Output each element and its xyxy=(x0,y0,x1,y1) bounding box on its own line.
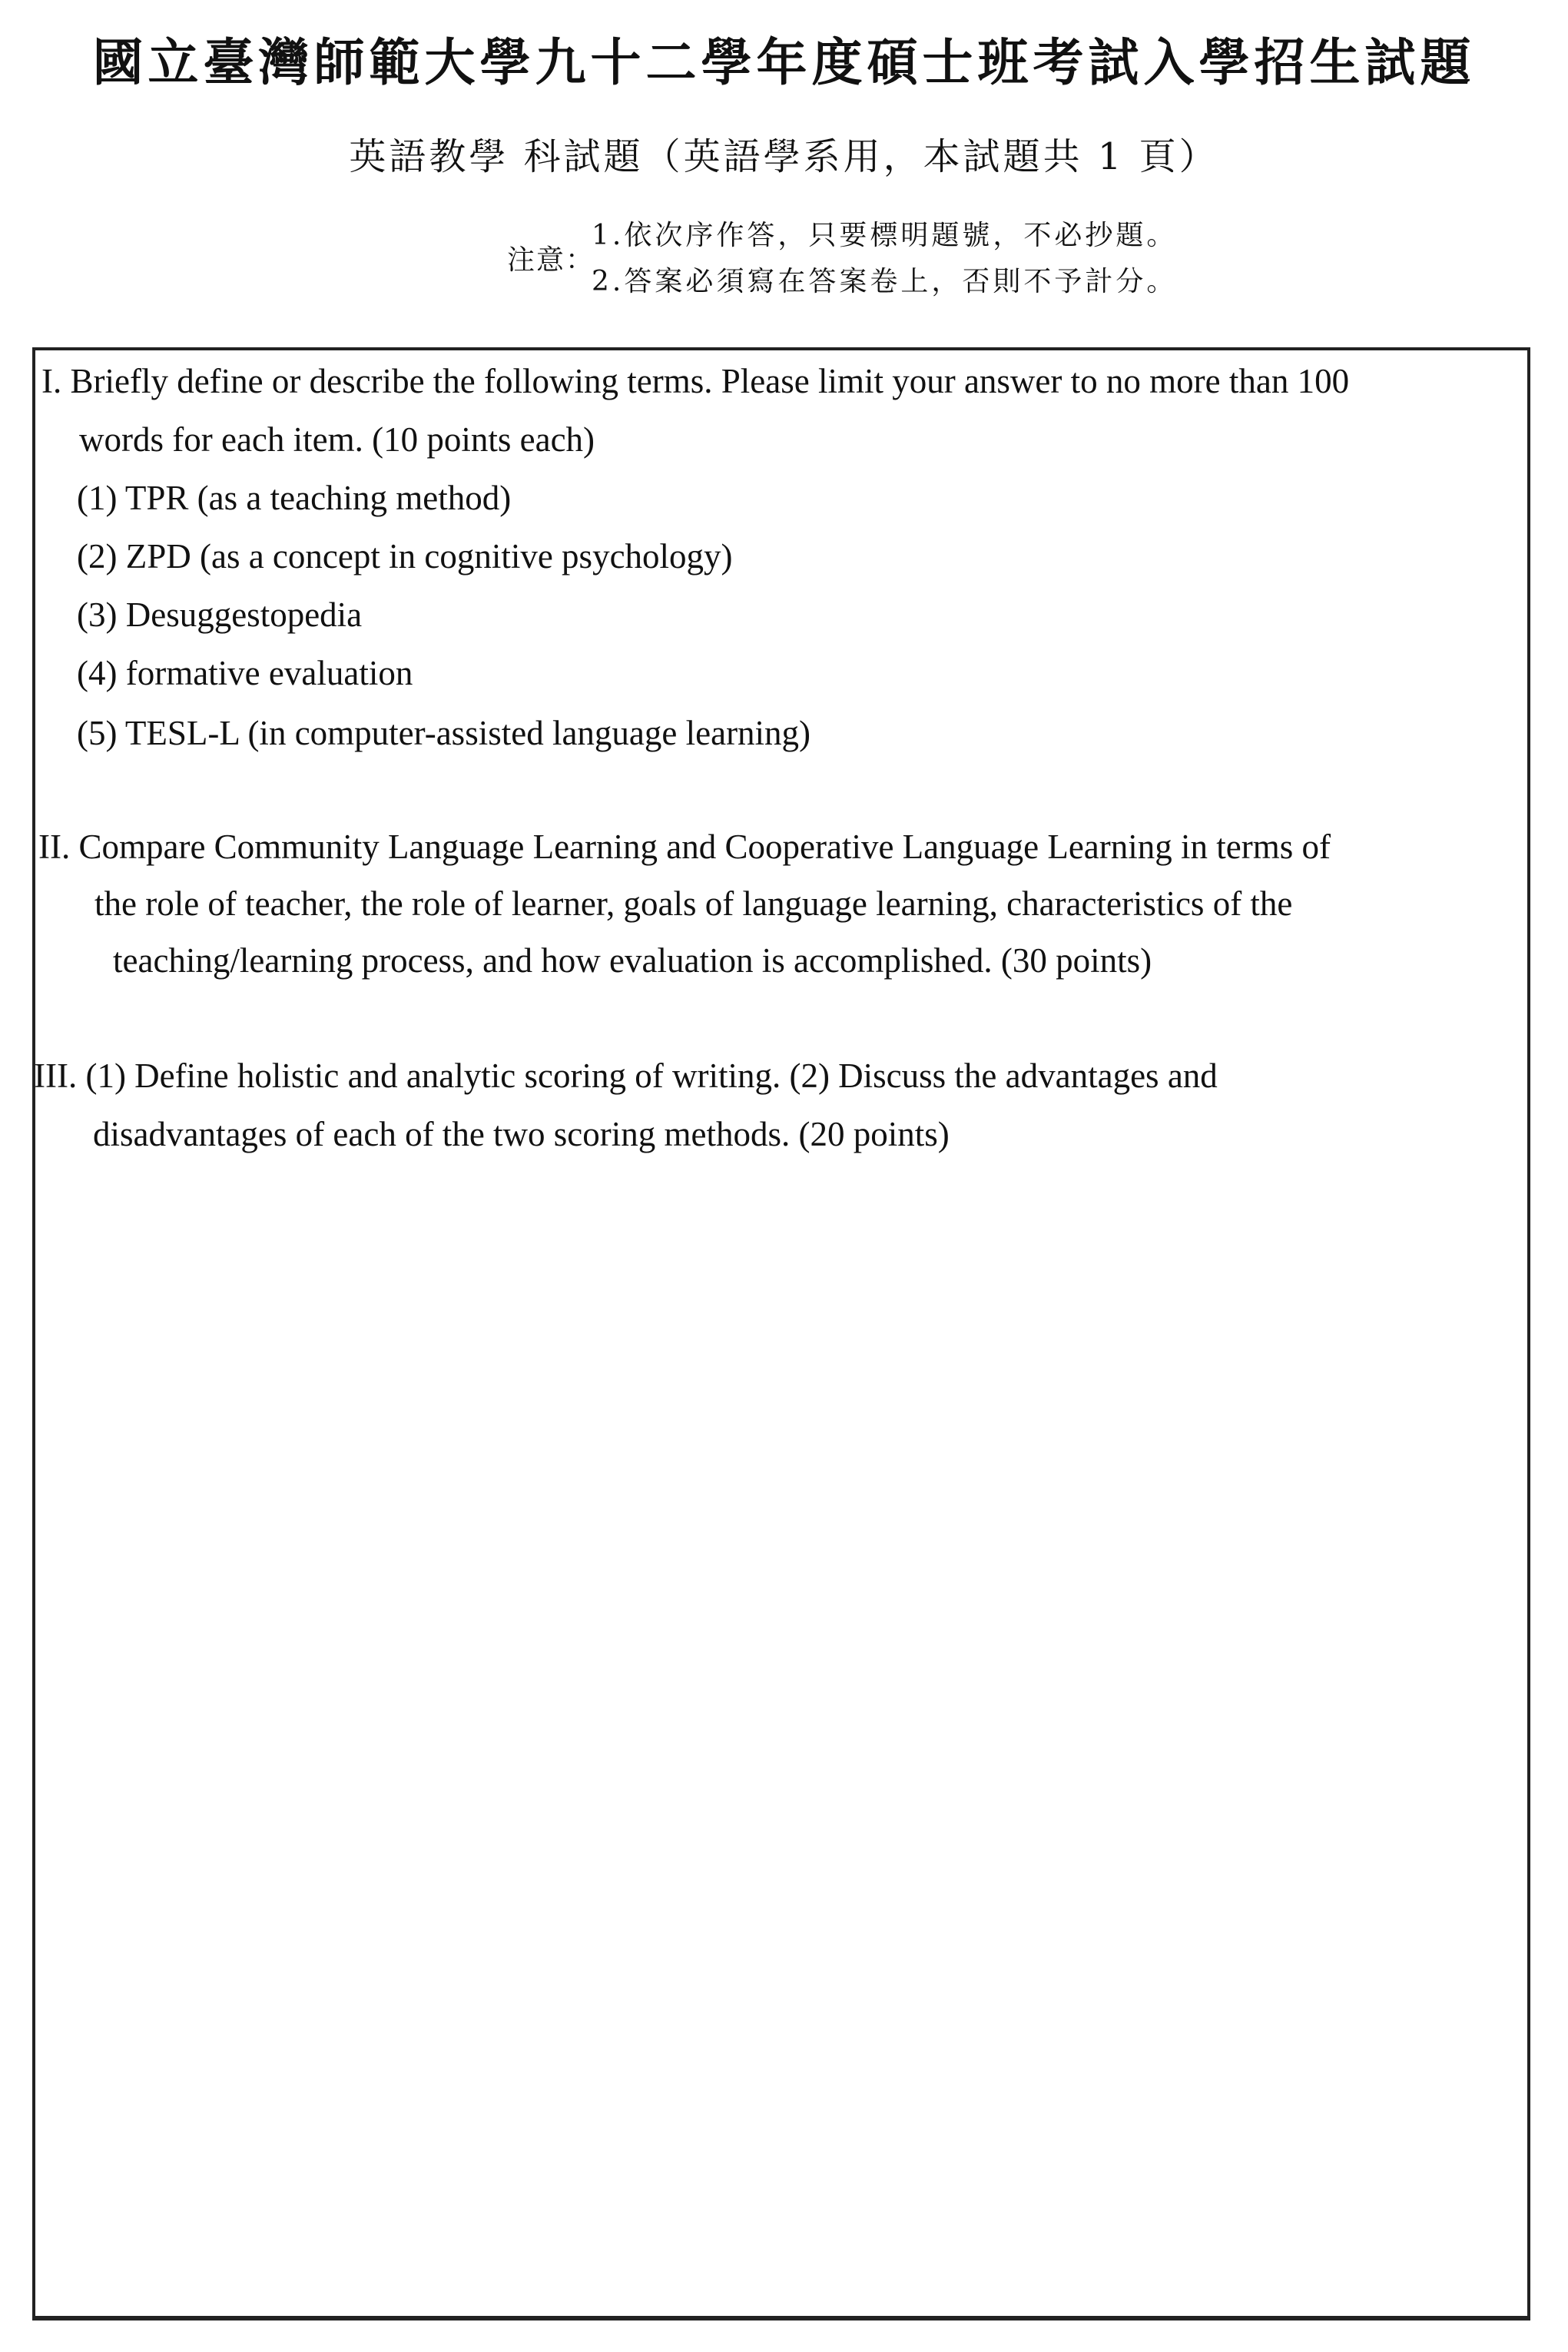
question-1-item-5: (5) TESL-L (in computer-assisted language learning) xyxy=(77,714,811,752)
question-2-line-1: II. Compare Community Language Learning and Cooperative Language Learning in terms of xyxy=(38,828,1331,866)
question-1-item-2: (2) ZPD (as a concept in cognitive psychology) xyxy=(77,537,733,576)
question-1-item-4: (4) formative evaluation xyxy=(77,654,413,692)
question-1-item-3: (3) Desuggestopedia xyxy=(77,595,363,634)
note-2: 2.答案必須寫在答案卷上，否則不予計分。 xyxy=(592,266,1178,297)
exam-title: 國立臺灣師範大學九十二學年度碩士班考試入學招生試題 xyxy=(92,32,1476,92)
exam-subtitle: 英語教學 科試題（英語學系用，本試題共 1 頁） xyxy=(349,135,1219,178)
question-1-line-1: I. Briefly define or describe the following terms. Please limit your answer to no more than 100 xyxy=(41,362,1350,400)
question-1-item-1: (1) TPR (as a teaching method) xyxy=(77,479,512,517)
question-1-line-2: words for each item. (10 points each) xyxy=(79,420,595,459)
question-2-line-2: the role of teacher, the role of learner, goals of language learning, characteristics of the xyxy=(94,884,1293,923)
question-3-line-1: III. (1) Define holistic and analytic scoring of writing. (2) Discuss the advantages and xyxy=(34,1057,1218,1095)
note-1: 1.依次序作答，只要標明題號，不必抄題。 xyxy=(592,220,1178,251)
question-box xyxy=(32,347,1530,2320)
notes-label: 注意： xyxy=(507,244,595,276)
exam-notes xyxy=(507,214,1352,298)
question-3-line-2: disadvantages of each of the two scoring methods. (20 points) xyxy=(93,1115,950,1153)
question-2-line-3: teaching/learning process, and how evaluation is accomplished. (30 points) xyxy=(113,941,1152,980)
